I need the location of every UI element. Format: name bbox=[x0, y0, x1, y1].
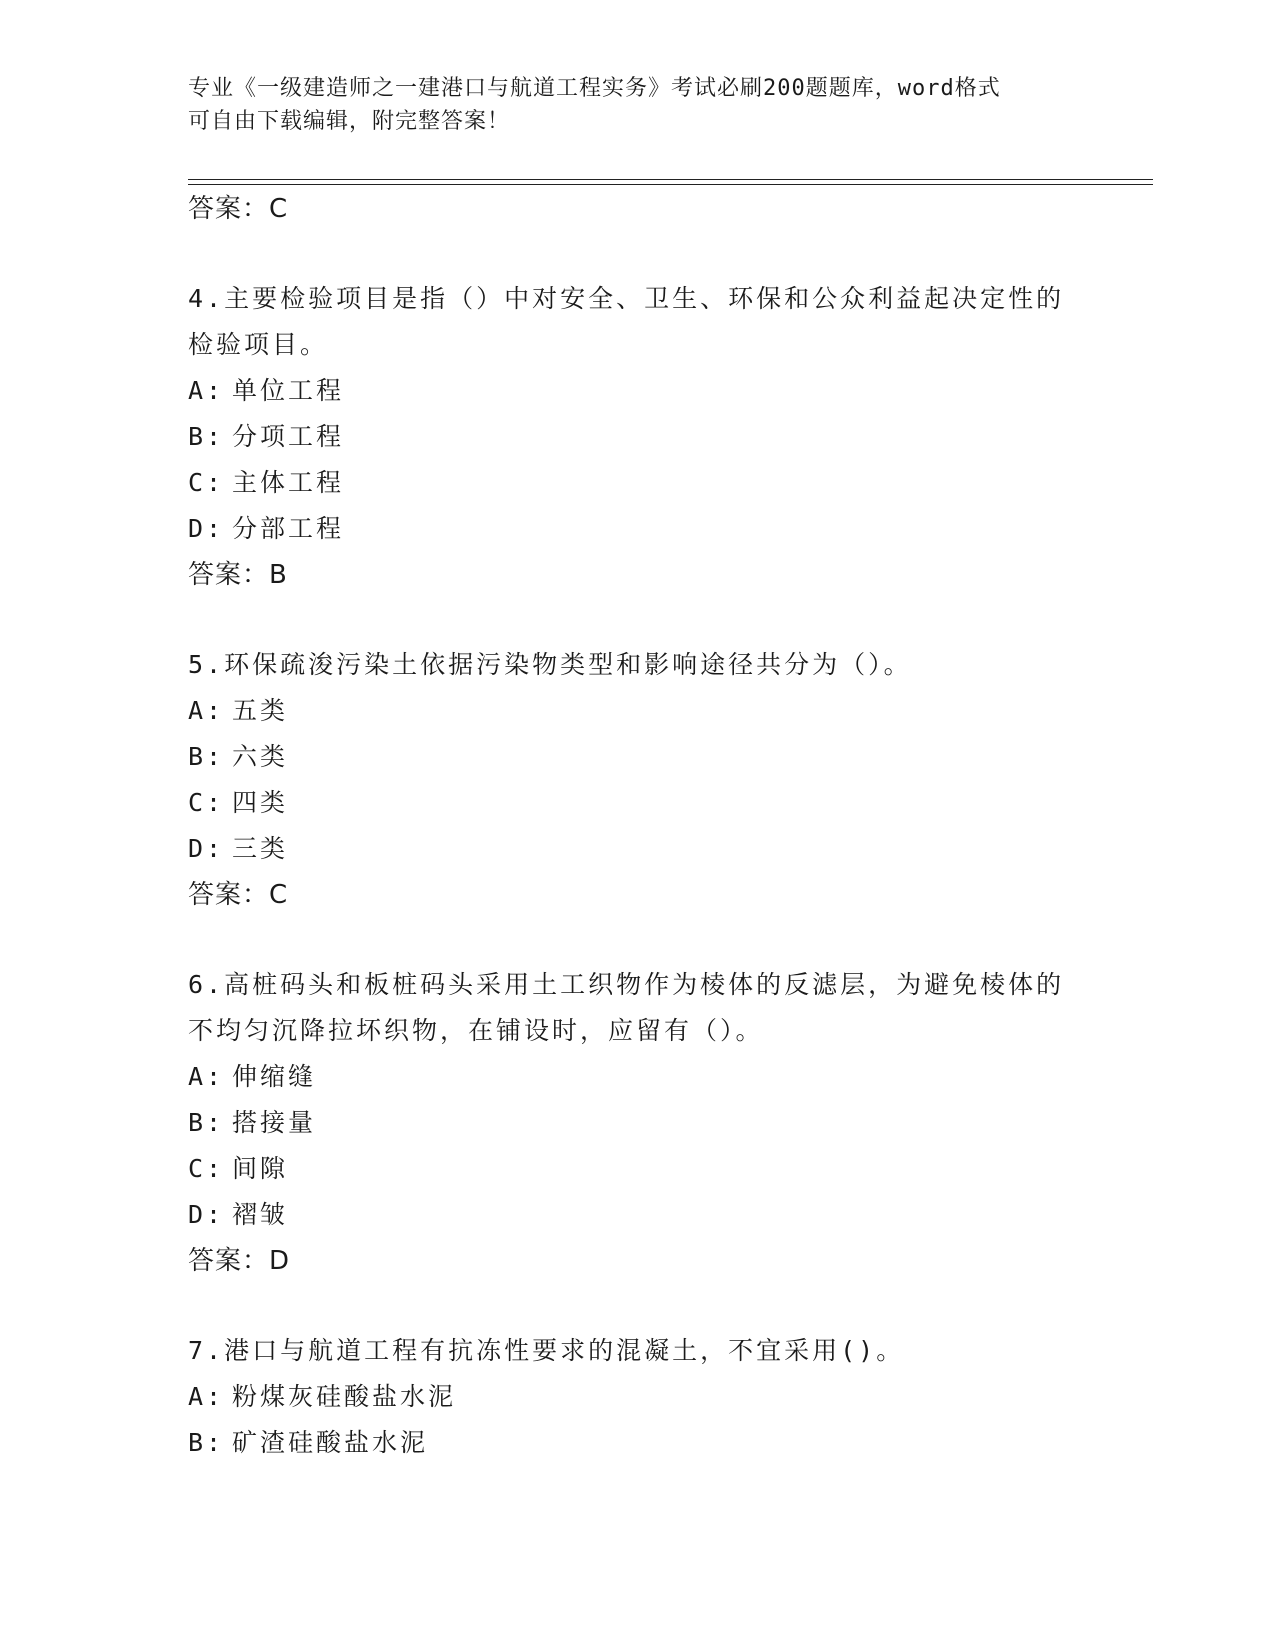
answer-line: 答案：C bbox=[188, 880, 289, 910]
question-item bbox=[188, 642, 1088, 918]
answer-line: 答案：D bbox=[188, 1246, 291, 1276]
question-list bbox=[188, 186, 1088, 1466]
option-a: A: 五类 bbox=[188, 696, 289, 725]
option-b: B: 搭接量 bbox=[188, 1108, 317, 1137]
question-item bbox=[188, 276, 1088, 598]
header-divider-bottom bbox=[188, 184, 1153, 185]
option-d: D: 三类 bbox=[188, 834, 289, 863]
option-a: A: 单位工程 bbox=[188, 376, 345, 405]
answer-line: 答案：B bbox=[188, 560, 288, 590]
document-header bbox=[188, 72, 1088, 138]
question-text: 4.主要检验项目是指（）中对安全、卫生、环保和公众利益起决定性的检验项目。 bbox=[188, 284, 1065, 359]
option-b: B: 分项工程 bbox=[188, 422, 345, 451]
question-text: 6.高桩码头和板桩码头采用土工织物作为棱体的反滤层，为避免棱体的不均匀沉降拉坏织物，在铺设时，应留有（）。 bbox=[188, 970, 1065, 1045]
option-b: B: 六类 bbox=[188, 742, 289, 771]
question-text: 7.港口与航道工程有抗冻性要求的混凝土，不宜采用()。 bbox=[188, 1336, 905, 1365]
answer-line: 答案：C bbox=[188, 194, 289, 224]
question-text: 5.环保疏浚污染土依据污染物类型和影响途径共分为（）。 bbox=[188, 650, 912, 679]
option-c: C: 四类 bbox=[188, 788, 289, 817]
question-item bbox=[188, 1328, 1088, 1466]
option-c: C: 主体工程 bbox=[188, 468, 345, 497]
option-b: B: 矿渣硅酸盐水泥 bbox=[188, 1428, 429, 1457]
header-divider-top bbox=[188, 179, 1153, 180]
option-d: D: 分部工程 bbox=[188, 514, 345, 543]
option-c: C: 间隙 bbox=[188, 1154, 289, 1183]
header-line-1: 专业《一级建造师之一建港口与航道工程实务》考试必刷200题题库，word格式 bbox=[188, 76, 1001, 101]
header-line-2: 可自由下载编辑，附完整答案！ bbox=[188, 109, 511, 134]
option-a: A: 伸缩缝 bbox=[188, 1062, 317, 1091]
option-a: A: 粉煤灰硅酸盐水泥 bbox=[188, 1382, 457, 1411]
option-d: D: 褶皱 bbox=[188, 1200, 289, 1229]
question-item bbox=[188, 962, 1088, 1284]
